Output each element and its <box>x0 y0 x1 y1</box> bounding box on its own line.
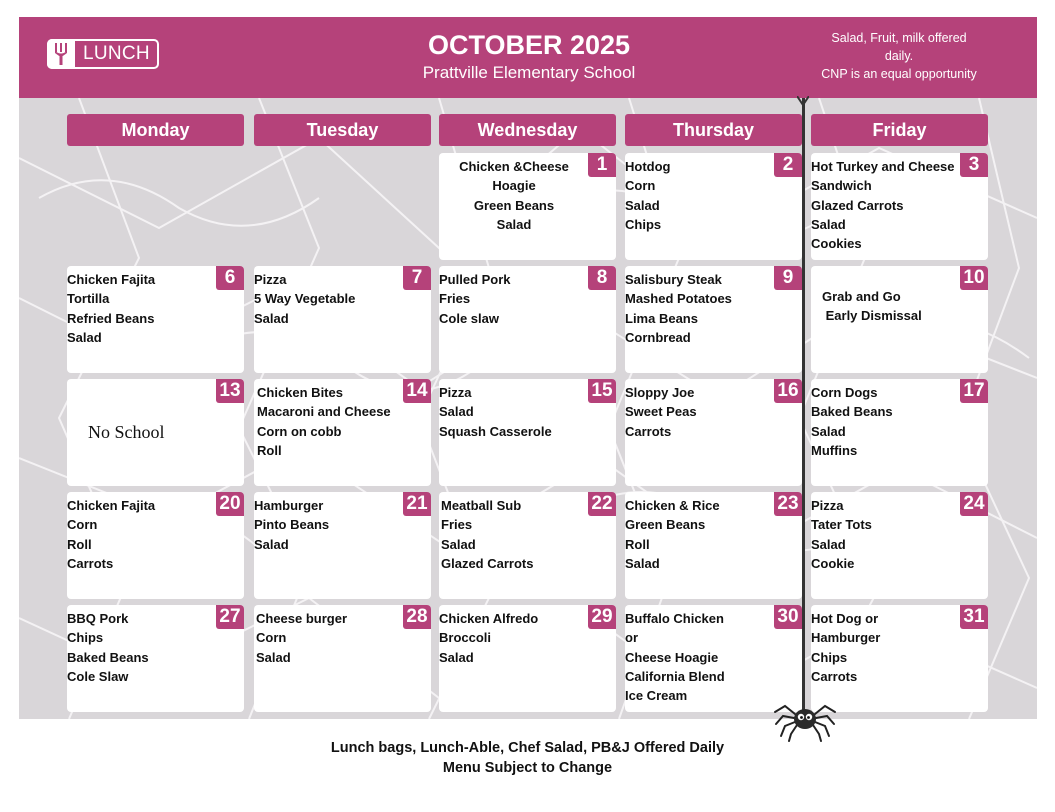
menu-item: Salad <box>67 329 102 345</box>
menu-items <box>625 270 732 347</box>
menu-item: Tater Tots <box>811 517 872 533</box>
menu-item: Tortilla <box>67 291 110 307</box>
menu-item: Chicken &Cheese <box>459 159 569 174</box>
day-number: 24 <box>960 492 988 516</box>
menu-item: Carrots <box>625 423 672 439</box>
menu-item: Hot Dog or <box>811 611 879 626</box>
day-number: 1 <box>588 153 616 177</box>
menu-item: Pizza <box>254 272 287 287</box>
menu-item: Corn <box>625 178 656 194</box>
menu-item: Corn <box>256 630 287 646</box>
menu-item: Cheese burger <box>256 611 348 626</box>
day-cell <box>625 379 802 486</box>
day-cell <box>254 266 431 373</box>
menu-items <box>625 383 697 441</box>
fork-icon <box>47 39 75 69</box>
menu-item: Salad <box>625 197 660 213</box>
menu-item: Carrots <box>811 668 858 684</box>
header-note-line: Salad, Fruit, milk offered <box>831 31 967 45</box>
day-cell <box>67 492 244 599</box>
day-number: 30 <box>774 605 802 629</box>
day-number: 3 <box>960 153 988 177</box>
day-cell <box>67 605 244 712</box>
page-title: OCTOBER 2025 <box>427 30 631 60</box>
menu-item: Grab and Go <box>822 289 901 304</box>
day-number: 20 <box>216 492 244 516</box>
menu-item: Salad <box>439 649 474 665</box>
menu-item: Salad <box>256 649 291 665</box>
day-number: 7 <box>403 266 431 290</box>
menu-item: Pinto Beans <box>254 517 330 533</box>
menu-item: Fries <box>441 517 473 533</box>
menu-item: Corn Dogs <box>811 385 878 400</box>
day-cell <box>811 605 988 712</box>
menu-item: Baked Beans <box>811 404 893 420</box>
menu-item: Chicken Fajita <box>67 498 156 513</box>
day-number: 21 <box>403 492 431 516</box>
day-number: 16 <box>774 379 802 403</box>
menu-item: Muffins <box>811 442 858 458</box>
footer-disclaimer: Menu Subject to Change <box>442 760 613 776</box>
day-cell <box>811 153 988 260</box>
menu-items <box>441 496 533 573</box>
menu-item: Hamburger <box>811 630 881 646</box>
menu-item: Salad <box>254 310 289 326</box>
day-number: 28 <box>403 605 431 629</box>
menu-item: Chips <box>625 216 662 232</box>
menu-item: Broccoli <box>439 630 492 646</box>
day-cell <box>67 379 244 486</box>
header-note-line: daily. <box>884 49 914 63</box>
menu-items <box>256 609 347 667</box>
day-cell <box>811 379 988 486</box>
school-name: Prattville Elementary School <box>422 63 636 82</box>
menu-item: Sweet Peas <box>625 404 697 420</box>
menu-item: Sandwich <box>811 178 872 194</box>
menu-item: Cole slaw <box>439 310 499 326</box>
day-number: 31 <box>960 605 988 629</box>
day-header-thursday: Thursday <box>625 114 802 146</box>
menu-item: Salad <box>811 423 846 439</box>
menu-item: Sloppy Joe <box>625 385 695 400</box>
day-number: 15 <box>588 379 616 403</box>
menu-items <box>811 157 955 253</box>
menu-items <box>811 383 893 460</box>
menu-items <box>254 270 355 328</box>
menu-item: Mashed Potatoes <box>625 291 732 307</box>
menu-item: Roll <box>67 536 92 552</box>
day-header-tuesday: Tuesday <box>254 114 431 146</box>
menu-items <box>67 609 149 686</box>
day-cell <box>625 153 802 260</box>
menu-item: Salad <box>811 536 846 552</box>
lunch-logo <box>47 39 159 69</box>
thread-anchor-icon <box>797 96 809 106</box>
menu-item: Hotdog <box>625 159 671 174</box>
menu-item: Chicken & Rice <box>625 498 720 513</box>
menu-item: Roll <box>625 536 650 552</box>
menu-item: Hoagie <box>492 178 536 194</box>
menu-item: Hot Turkey and Cheese <box>811 159 955 174</box>
menu-items <box>67 496 155 573</box>
menu-item: or <box>625 630 638 646</box>
menu-item: Salisbury Steak <box>625 272 722 287</box>
menu-items <box>67 270 155 347</box>
menu-item: 5 Way Vegetable <box>254 291 356 307</box>
menu-item: Lima Beans <box>625 310 698 326</box>
menu-items <box>439 157 589 234</box>
menu-items <box>811 496 872 573</box>
day-number: 8 <box>588 266 616 290</box>
menu-items <box>254 496 329 554</box>
day-cell <box>254 379 431 486</box>
day-cell <box>254 605 431 712</box>
menu-item: Pizza <box>439 385 472 400</box>
day-cell <box>625 266 802 373</box>
day-header-wednesday: Wednesday <box>439 114 616 146</box>
day-cell <box>439 605 616 712</box>
day-number: 17 <box>960 379 988 403</box>
menu-item: BBQ Pork <box>67 611 129 626</box>
menu-item: Glazed Carrots <box>441 555 534 571</box>
menu-item: Corn <box>67 517 98 533</box>
menu-item: Cookies <box>811 236 862 252</box>
menu-item: Cheese Hoagie <box>625 649 719 665</box>
menu-item: California Blend <box>625 668 725 684</box>
footer-note: Lunch bags, Lunch-Able, Chef Salad, PB&J Offered Daily <box>330 740 725 756</box>
day-number: 27 <box>216 605 244 629</box>
menu-items <box>439 270 511 328</box>
menu-item: Chicken Fajita <box>67 272 156 287</box>
day-number: 29 <box>588 605 616 629</box>
menu-item: Salad <box>625 555 660 571</box>
day-cell <box>67 266 244 373</box>
menu-item: Chips <box>67 630 104 646</box>
menu-item: Early Dismissal <box>822 308 922 324</box>
menu-item: Roll <box>257 442 282 458</box>
header-banner <box>19 17 1037 98</box>
day-number: 6 <box>216 266 244 290</box>
menu-items <box>257 383 391 460</box>
logo-text: LUNCH <box>83 43 150 64</box>
menu-item: Squash Casserole <box>439 423 552 439</box>
menu-item: Green Beans <box>625 517 706 533</box>
spider-icon <box>773 692 837 742</box>
menu-item: Green Beans <box>473 197 555 213</box>
menu-item: Chips <box>811 649 848 665</box>
menu-item: Chicken Alfredo <box>439 611 539 626</box>
menu-item: Fries <box>439 291 471 307</box>
menu-item: Glazed Carrots <box>811 197 904 213</box>
menu-item: Baked Beans <box>67 649 149 665</box>
menu-item: Meatball Sub <box>441 498 522 513</box>
header-note-line: CNP is an equal opportunity <box>821 67 977 81</box>
menu-item: Macaroni and Cheese <box>257 404 391 420</box>
day-cell <box>439 379 616 486</box>
spider-thread <box>802 98 805 710</box>
day-cell <box>439 492 616 599</box>
day-number: 22 <box>588 492 616 516</box>
menu-item: Ice Cream <box>625 688 688 704</box>
day-header-friday: Friday <box>811 114 988 146</box>
day-cell <box>439 266 616 373</box>
day-cell <box>811 266 988 373</box>
menu-items <box>811 609 880 686</box>
menu-items <box>625 496 720 573</box>
day-cell <box>625 492 802 599</box>
day-cell <box>254 492 431 599</box>
menu-item: Cornbread <box>625 329 691 345</box>
menu-items <box>822 287 922 326</box>
menu-items <box>625 157 670 234</box>
menu-item: Hamburger <box>254 498 324 513</box>
day-number: 2 <box>774 153 802 177</box>
menu-item: Corn on cobb <box>257 423 342 439</box>
menu-item: Buffalo Chicken <box>625 611 724 626</box>
menu-item: Salad <box>441 536 476 552</box>
day-number: 13 <box>216 379 244 403</box>
menu-item: Cole Slaw <box>67 668 129 684</box>
day-number: 10 <box>960 266 988 290</box>
day-number: 9 <box>774 266 802 290</box>
day-cell <box>439 153 616 260</box>
menu-items <box>625 609 725 705</box>
menu-item: Salad <box>811 216 846 232</box>
menu-item: Salad <box>439 404 474 420</box>
menu-item: Salad <box>254 536 289 552</box>
day-header-monday: Monday <box>67 114 244 146</box>
no-school-note: No School <box>88 422 165 442</box>
menu-items <box>439 609 538 667</box>
menu-item: Salad <box>496 216 532 232</box>
menu-item: Refried Beans <box>67 310 155 326</box>
day-number: 14 <box>403 379 431 403</box>
header-note <box>799 29 999 83</box>
menu-item: Carrots <box>67 555 114 571</box>
menu-items <box>439 383 552 441</box>
menu-item: Chicken Bites <box>257 385 343 400</box>
menu-item: Pizza <box>811 498 844 513</box>
day-cell <box>811 492 988 599</box>
menu-item: Pulled Pork <box>439 272 511 287</box>
menu-item: Cookie <box>811 555 855 571</box>
day-number: 23 <box>774 492 802 516</box>
